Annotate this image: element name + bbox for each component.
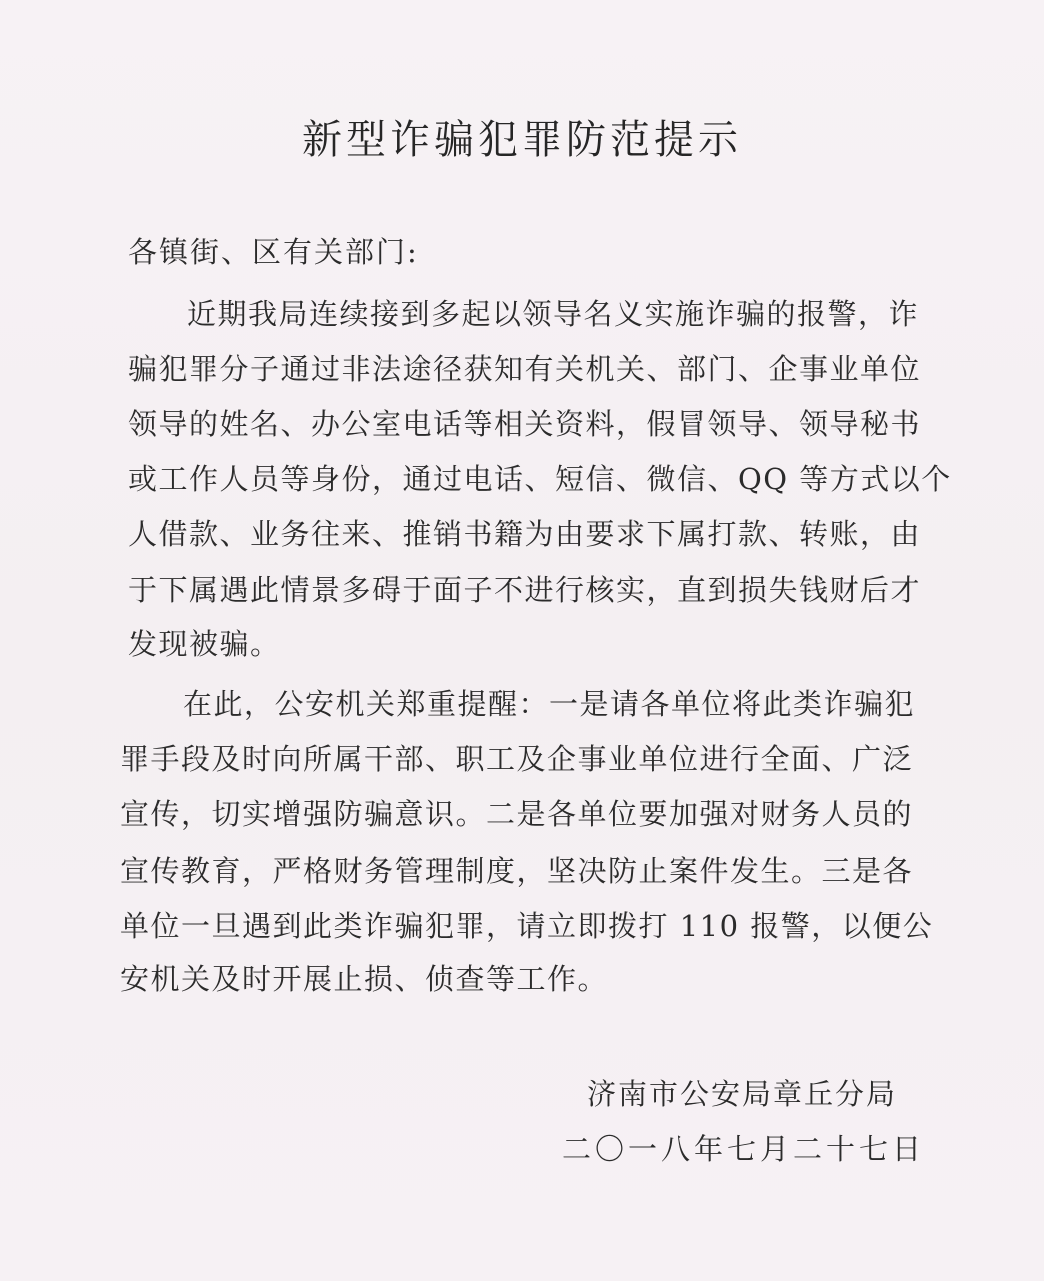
paragraph-1-line-3: 领导的姓名、办公室电话等相关资料，假冒领导、领导秘书 — [128, 407, 922, 441]
paragraph-2-line-6: 安机关及时开展止损、侦查等工作。 — [120, 962, 609, 996]
paragraph-2-line-3: 宣传，切实增强防骗意识。二是各单位要加强对财务人员的 — [120, 797, 914, 831]
signature-date: 二〇一八年七月二十七日 — [562, 1132, 926, 1166]
paragraph-2-line-4: 宣传教育，严格财务管理制度，坚决防止案件发生。三是各 — [120, 854, 914, 888]
paragraph-1-line-1: 近期我局连续接到多起以领导名义实施诈骗的报警，诈 — [187, 297, 920, 331]
paragraph-2-line-1: 在此，公安机关郑重提醒：一是请各单位将此类诈骗犯 — [183, 687, 916, 721]
paragraph-1-line-6: 于下属遇此情景多碍于面子不进行核实，直到损失钱财后才 — [128, 573, 922, 607]
paragraph-2-line-5: 单位一旦遇到此类诈骗犯罪，请立即拨打 110 报警，以便公 — [120, 909, 934, 943]
salutation: 各镇街、区有关部门: — [128, 235, 419, 269]
paragraph-2-line-2: 罪手段及时向所属干部、职工及企事业单位进行全面、广泛 — [120, 742, 914, 776]
paragraph-1-line-7: 发现被骗。 — [128, 627, 281, 661]
signature-organization: 济南市公安局章丘分局 — [587, 1077, 898, 1111]
paragraph-1-line-2: 骗犯罪分子通过非法途径获知有关机关、部门、企事业单位 — [128, 352, 922, 386]
document-title: 新型诈骗犯罪防范提示 — [302, 117, 742, 163]
paragraph-1-line-4: 或工作人员等身份，通过电话、短信、微信、QQ 等方式以个 — [128, 462, 952, 496]
paragraph-1-line-5: 人借款、业务往来、推销书籍为由要求下属打款、转账，由 — [128, 517, 922, 551]
